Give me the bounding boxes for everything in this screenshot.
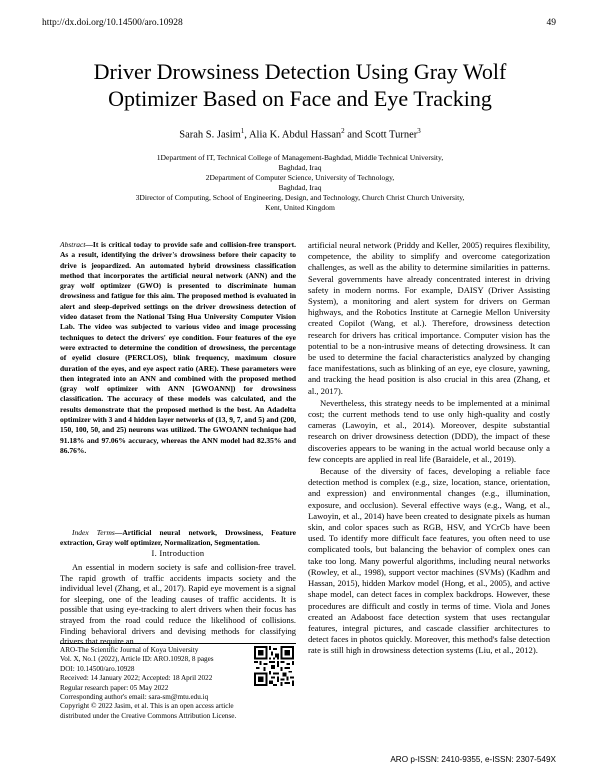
- affiliation-line: 2Department of Computer Science, University of Technology,: [205, 173, 395, 182]
- article-info-line: Corresponding author's email: sara-sm@mtu.edu.iq: [60, 693, 209, 702]
- affiliation-line: 3Director of Computing, School of Engineering, Design, and Technology, Church Christ Church University,: [135, 193, 465, 202]
- intro-paragraph: An essential in modern society is safe and collision-free travel. The rapid growth of traffic accidents impacts society and the individual level (Zhang, et al., 2017). Rapid eye movement is a signal for sleeping, one of the leading causes of traffic accidents. It is possible that using eye-tracking to alert drivers when their focus has strayed from the road could reduce the likelihood of collisions. Finding behavioral drivers and devising methods for classifying drivers that require an: [60, 563, 296, 647]
- article-info-line: DOI: 10.14500/aro.10928: [60, 664, 135, 673]
- paper-title: [40, 58, 560, 112]
- affiliation-line: Baghdad, Iraq: [278, 163, 322, 172]
- title-line-2: Optimizer Based on Face and Eye Tracking: [108, 86, 492, 111]
- title-line-1: Driver Drowsiness Detection Using Gray Wolf: [93, 59, 507, 84]
- body-paragraph: Because of the diversity of faces, developing a reliable face detection method is complex (e.g., size, location, stance, orientation, and expression) and environmental changes (e.g., illumination, exposure, and occlusion). Several effective ways (e.g., Wang, et al., Lawoyin, et al., 2014) have been created to designate pixels as human skin, and color spaces such as RGB, HSV, and YCrCb have been used. To identify more difficult face features, you often need to use complicated tools, but balancing the behavior of complex ones can take too long. Many powerful algorithms, including neural networks (Rowley, et al., 1998), support vector machines (SVMs) (Kadhm and Hassan, 2015), hidden Markov model (Hong, et al., 2005), and active shape model, can detect faces in complex backdrops. However, these procedures are difficult and costly in terms of time. Viola and Jones created an Adaboost face detection system that uses rectangular features, integral pictures, and cascade classifier architectures to detect faces in photos quickly. Moreover, this method's false detection rate is still high in drowsiness detection systems (Liu, et al., 2012).: [308, 466, 550, 656]
- body-paragraph: artificial neural network (Priddy and Keller, 2005) requires flexibility, competence, the ability to simplify and overcome categorization challenges, as well as the ability to determine similarities in patterns. Several governments have already concentrated interest in driving safety in modern norms. For example, DAISY (Driver Assisting System), a monitoring and alert system for drivers on German highways, and the Robotics Institute at Carnegie Mellon University created Copilot (Wang, et al.). Therefore, drowsiness detection research for drivers has critical importance. Computer vision has the potential to be a non-intrusive means of detecting drowsiness. It can be used to determine the facial characteristics analyzed by changing face manifestations, such as blinking of an eye, eye closure, yawning, and tracking the head position is also crucial in this area (Zhang, et al., 2017).: [308, 240, 550, 396]
- author-1-sup: 1: [240, 127, 245, 135]
- article-info-line: Vol. X, No.1 (2022), Article ID: ARO.10928, 8 pages: [60, 655, 214, 664]
- page-number: 49: [546, 18, 556, 28]
- index-terms-text: —Artificial neural network, Drowsiness, Feature extraction, Gray wolf optimizer, Normalization, Segmentation.: [60, 528, 296, 548]
- article-info-line: Copyright © 2022 Jasim, et al. This is an open access article: [60, 702, 234, 711]
- author-3-sup: 3: [417, 127, 421, 135]
- index-terms-label: Index Terms: [72, 528, 115, 537]
- article-info-line: distributed under the Creative Commons Attribution License.: [60, 711, 237, 720]
- doi-link[interactable]: http://dx.doi.org/10.14500/aro.10928: [42, 18, 183, 28]
- abstract-text: —It is critical today to provide safe and collision-free transport. As a result, identifying the driver's drowsiness before their capacity to drive is jeopardized. An automated hybrid drowsiness classification method that incorporates the artificial neural network (ANN) and the gray wolf optimizer (GWO) is presented to discriminate human drowsiness and fatigue for this aim. The proposed method is evaluated in alert and sleep-deprived settings on the driver drowsiness detection of video dataset from the National Tsing Hua University Computer Vision Lab. The video was subjected to various video and image processing techniques to detect the drivers' eye condition. Four features of the eye were extracted to determine the condition of drowsiness, the percentage of eyelid closure (PERCLOS), blink frequency, maximum closure duration of the eyes, and eye aspect ratio (ARE). These parameters were then integrated into an ANN and combined with the proposed method (gray wolf optimizer with ANN [GWOANN]) for drowsiness classification. The accuracy of these models was calculated, and the results demonstrate that the proposed method is the best. An Adadelta optimizer with 3 and 4 hidden layer networks of (13, 9, 7, and 5) and (200, 150, 100, 50, and 25) neurons was utilized. The GWOANN technique had 91.18% and 97.06% accuracy, whereas the ANN model had 82.35% and 86.76%.: [60, 240, 296, 455]
- abstract: [60, 240, 296, 456]
- affiliation-line: 1Department of IT, Technical College of Management-Baghdad, Middle Technical University,: [156, 153, 444, 162]
- author-2-sup: 2: [341, 127, 345, 135]
- author-2: , Alia K. Abdul Hassan: [244, 129, 342, 141]
- author-3: and Scott Turner: [344, 129, 418, 141]
- article-info: [60, 646, 260, 721]
- affiliation-line: Kent, United Kingdom: [265, 203, 335, 212]
- issn-info: ARO p-ISSN: 2410-9355, e-ISSN: 2307-549X: [390, 755, 556, 764]
- author-1: Sarah S. Jasim: [179, 129, 241, 141]
- article-info-line: ARO-The Scientific Journal of Koya University: [60, 646, 199, 654]
- abstract-label: Abstract: [60, 240, 86, 249]
- article-info-line: Received: 14 January 2022; Accepted: 18 April 2022: [60, 674, 213, 683]
- footer-divider: [60, 643, 296, 644]
- author-list: [40, 127, 560, 141]
- right-column: [308, 240, 550, 658]
- article-info-line: Regular research paper: 05 May 2022: [60, 683, 169, 692]
- qr-code-icon[interactable]: [254, 646, 294, 686]
- body-paragraph: Nevertheless, this strategy needs to be implemented at a minimal cost; the current methods tend to use only high-quality and costly cameras (Lawoyin, et al., 2014). Moreover, despite substantial research on driver drowsiness detection (DDD), the impact of these discoveries appears to be waning in the actual world because only a few concepts are applied in real life (Baraidele, et al., 2019).: [308, 397, 550, 464]
- affiliation-line: Baghdad, Iraq: [278, 183, 322, 192]
- affiliations: [40, 153, 560, 213]
- index-terms: [60, 528, 296, 549]
- section-heading: I. Introduction: [151, 549, 205, 558]
